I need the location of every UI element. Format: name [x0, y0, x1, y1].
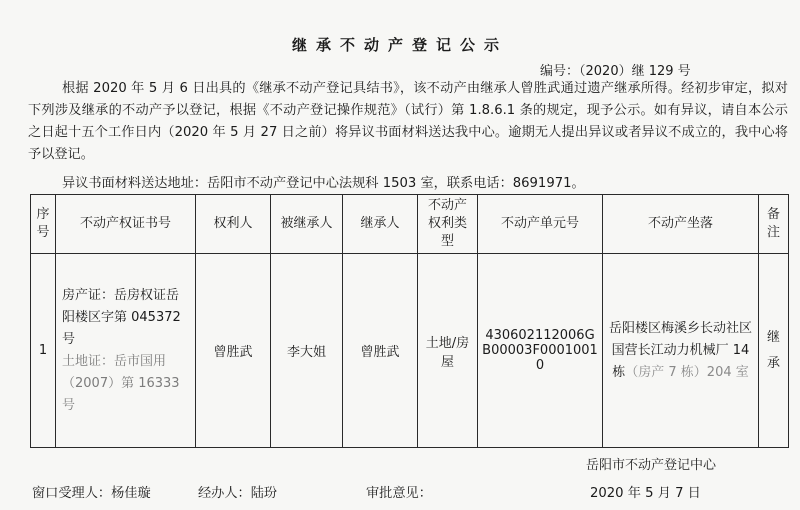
header-heir: 继承人	[343, 195, 418, 254]
header-right-holder: 权利人	[196, 195, 271, 254]
cell-seq: 1	[31, 254, 56, 448]
notice-title: 继承不动产登记公示	[291, 36, 508, 54]
header-remark: 备注	[759, 195, 789, 254]
table-header-row	[31, 195, 789, 254]
property-table	[30, 194, 789, 448]
header-seq: 序号	[31, 195, 56, 254]
header-location: 不动产坐落	[603, 195, 759, 254]
cert-house: 房产证：岳房权证岳阳楼区字第 045372 号	[62, 287, 181, 347]
notice-date: 2020 年 5 月 7 日	[590, 486, 701, 501]
cell-decedent: 李大姐	[271, 254, 343, 448]
cell-remark: 继承	[759, 254, 789, 448]
cell-location	[603, 254, 759, 448]
issuing-center: 岳阳市不动产登记中心	[586, 458, 717, 473]
objection-address: 异议书面材料送达地址：岳阳市不动产登记中心法规科 1503 室，联系电话：8691971。	[62, 176, 585, 191]
cell-right-holder: 曾胜武	[196, 254, 271, 448]
document-number: 编号：（2020）继 129 号	[540, 64, 691, 79]
header-cert-no: 不动产权证书号	[56, 195, 196, 254]
location-room: （房产 7 栋）204 室	[625, 364, 749, 380]
cert-land: 土地证：岳市国用（2007）第 16333 号	[62, 353, 180, 413]
approval-opinion: 审批意见：	[366, 486, 432, 501]
notice-body: 根据 2020 年 5 月 6 日出具的《继承不动产登记具结书》，该不动产由继承人曾胜武通过遗产继承所得。经初步审定，拟对下列涉及继承的不动产予以登记，根据《不动产登记操作规范》（试行）第 1.8.6.1 条的规定，现予公示。如有异议，请自本公示之日起十五个工作日内（2020 年 5 月 27 日之前）将异议书面材料送达我中心。逾期无人提出异议或者异议不成立的，我中心将予以登记。	[28, 81, 788, 162]
location-main: 岳阳楼区梅溪乡长动社区国营长江动力机械厂 14 栋	[608, 320, 752, 380]
header-unit-no: 不动产单元号	[478, 195, 603, 254]
cell-right-type: 土地/房屋	[418, 254, 478, 448]
handler: 经办人：陆玢	[198, 486, 278, 501]
cell-cert-no	[56, 254, 196, 448]
table-row	[31, 254, 789, 448]
header-right-type: 不动产权利类型	[418, 195, 478, 254]
header-decedent: 被继承人	[271, 195, 343, 254]
cell-unit-no: 430602112006GB00003F00010010	[478, 254, 603, 448]
cell-heir: 曾胜武	[343, 254, 418, 448]
window-clerk: 窗口受理人：杨佳璇	[32, 486, 151, 501]
